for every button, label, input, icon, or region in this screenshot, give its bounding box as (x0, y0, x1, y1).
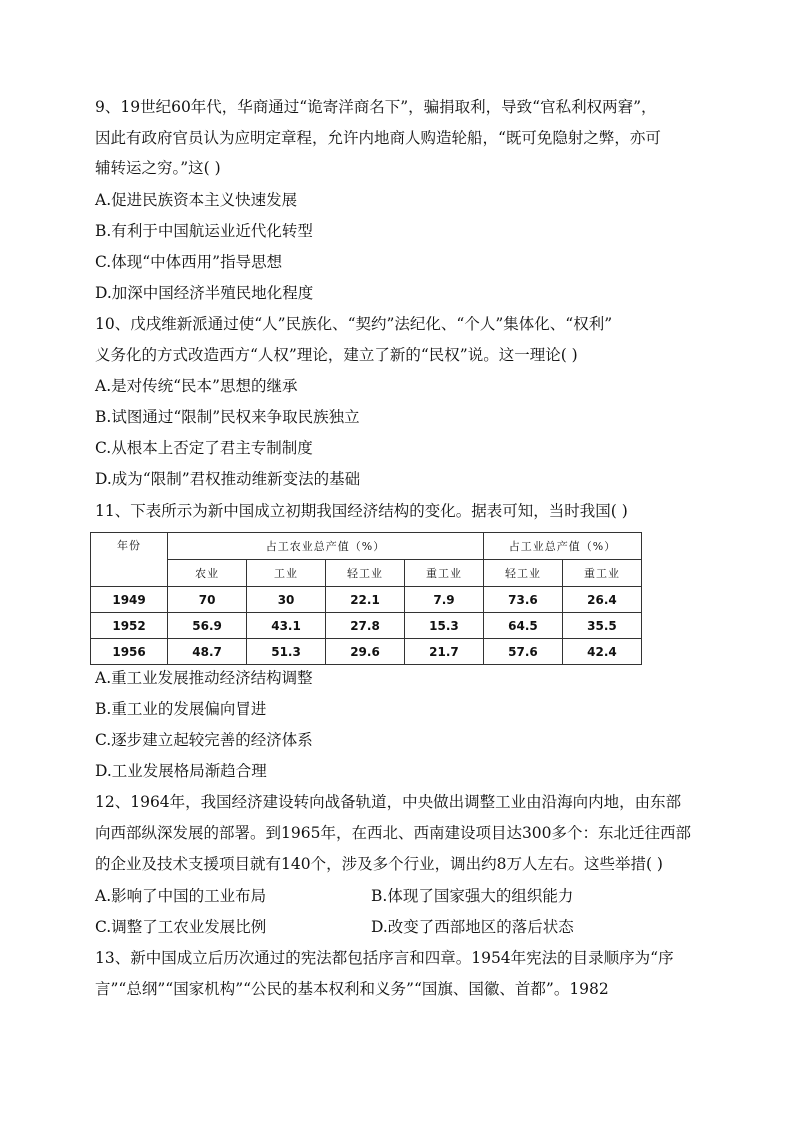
q9-option-d[interactable]: D.加深中国经济半殖民地化程度 (95, 284, 314, 302)
row-year: 1949 (91, 587, 168, 613)
sub-header-heavy-industry-2: 重工业 (562, 560, 641, 587)
table-cell: 42.4 (562, 639, 641, 665)
table-cell: 26.4 (562, 587, 641, 613)
group-header-agri-industry: 占工农业总产值（%） (168, 533, 484, 560)
q12-stem-line-3: 的企业及技术支援项目就有140个，涉及多个行业，调出约8万人左右。这些举措( ) (95, 855, 663, 873)
row-year: 1956 (91, 639, 168, 665)
q12-option-c[interactable]: C.调整了工农业发展比例 (95, 918, 267, 936)
q13-stem-line-1: 13、新中国成立后历次通过的宪法都包括序言和四章。1954年宪法的目录顺序为“序 (95, 949, 674, 967)
q10-stem-line-1: 10、戊戌维新派通过使“人”民族化、“契约”法纪化、“个人”集体化、“权利” (95, 315, 613, 333)
q11-option-a[interactable]: A.重工业发展推动经济结构调整 (95, 669, 313, 687)
q10-option-d[interactable]: D.成为“限制”君权推动维新变法的基础 (95, 470, 361, 488)
q10-option-a[interactable]: A.是对传统“民本”思想的继承 (95, 377, 298, 395)
sub-header-heavy-industry: 重工业 (405, 560, 484, 587)
q9-stem-line-1: 9、19世纪60年代，华商通过“诡寄洋商名下”，骗捐取利，导致“官私利权两窘”， (95, 98, 657, 116)
q9-option-c[interactable]: C.体现“中体西用”指导思想 (95, 253, 283, 271)
q12-option-d[interactable]: D.改变了西部地区的落后状态 (371, 918, 574, 936)
table-cell: 43.1 (247, 613, 326, 639)
table-cell: 15.3 (405, 613, 484, 639)
q13-stem-line-2: 言”“总纲”“国家机构”“公民的基本权利和义务”“国旗、国徽、首都”。1982 (95, 980, 609, 998)
table-cell: 51.3 (247, 639, 326, 665)
sub-header-industry: 工业 (247, 560, 326, 587)
table-cell: 57.6 (483, 639, 562, 665)
q11-option-c[interactable]: C.逐步建立起较完善的经济体系 (95, 731, 313, 749)
sub-header-light-industry: 轻工业 (326, 560, 405, 587)
table-cell: 30 (247, 587, 326, 613)
q11-option-b[interactable]: B.重工业的发展偏向冒进 (95, 700, 267, 718)
table-cell: 56.9 (168, 613, 247, 639)
q12-stem-line-1: 12、1964年，我国经济建设转向战备轨道，中央做出调整工业由沿海向内地，由东部 (95, 793, 682, 811)
table-cell: 29.6 (326, 639, 405, 665)
table-row (91, 639, 642, 665)
q12-option-b[interactable]: B.体现了国家强大的组织能力 (371, 887, 574, 905)
table-cell: 22.1 (326, 587, 405, 613)
table-cell: 64.5 (483, 613, 562, 639)
q9-option-a[interactable]: A.促进民族资本主义快速发展 (95, 191, 298, 209)
q11-option-d[interactable]: D.工业发展格局渐趋合理 (95, 762, 267, 780)
table-cell: 21.7 (405, 639, 484, 665)
sub-header-agriculture: 农业 (168, 560, 247, 587)
q9-option-b[interactable]: B.有利于中国航运业近代化转型 (95, 222, 313, 240)
table-row (91, 587, 642, 613)
q12-stem-line-2: 向西部纵深发展的部署。到1965年，在西北、西南建设项目达300多个：东北迁往西部 (95, 824, 692, 842)
sub-header-light-industry-2: 轻工业 (483, 560, 562, 587)
year-header: 年份 (91, 533, 168, 587)
table-cell: 73.6 (483, 587, 562, 613)
q9-stem-line-2: 因此有政府官员认为应明定章程，允许内地商人购造轮船，“既可免隐射之弊，亦可 (95, 129, 661, 147)
table-cell: 7.9 (405, 587, 484, 613)
table-row (91, 613, 642, 639)
q11-stem-line-1: 11、下表所示为新中国成立初期我国经济结构的变化。据表可知，当时我国( ) (95, 502, 628, 520)
q10-stem-line-2: 义务化的方式改造西方“人权”理论，建立了新的“民权”说。这一理论( ) (95, 346, 578, 364)
q10-option-b[interactable]: B.试图通过“限制”民权来争取民族独立 (95, 408, 360, 426)
table-cell: 27.8 (326, 613, 405, 639)
q9-stem-line-3: 辅转运之穷。”这( ) (95, 159, 221, 177)
q10-option-c[interactable]: C.从根本上否定了君主专制制度 (95, 439, 313, 457)
row-year: 1952 (91, 613, 168, 639)
group-header-industry: 占工业总产值（%） (483, 533, 641, 560)
table-cell: 70 (168, 587, 247, 613)
economic-structure-table (90, 532, 642, 665)
q12-option-a[interactable]: A.影响了中国的工业布局 (95, 887, 267, 905)
table-cell: 48.7 (168, 639, 247, 665)
table-cell: 35.5 (562, 613, 641, 639)
